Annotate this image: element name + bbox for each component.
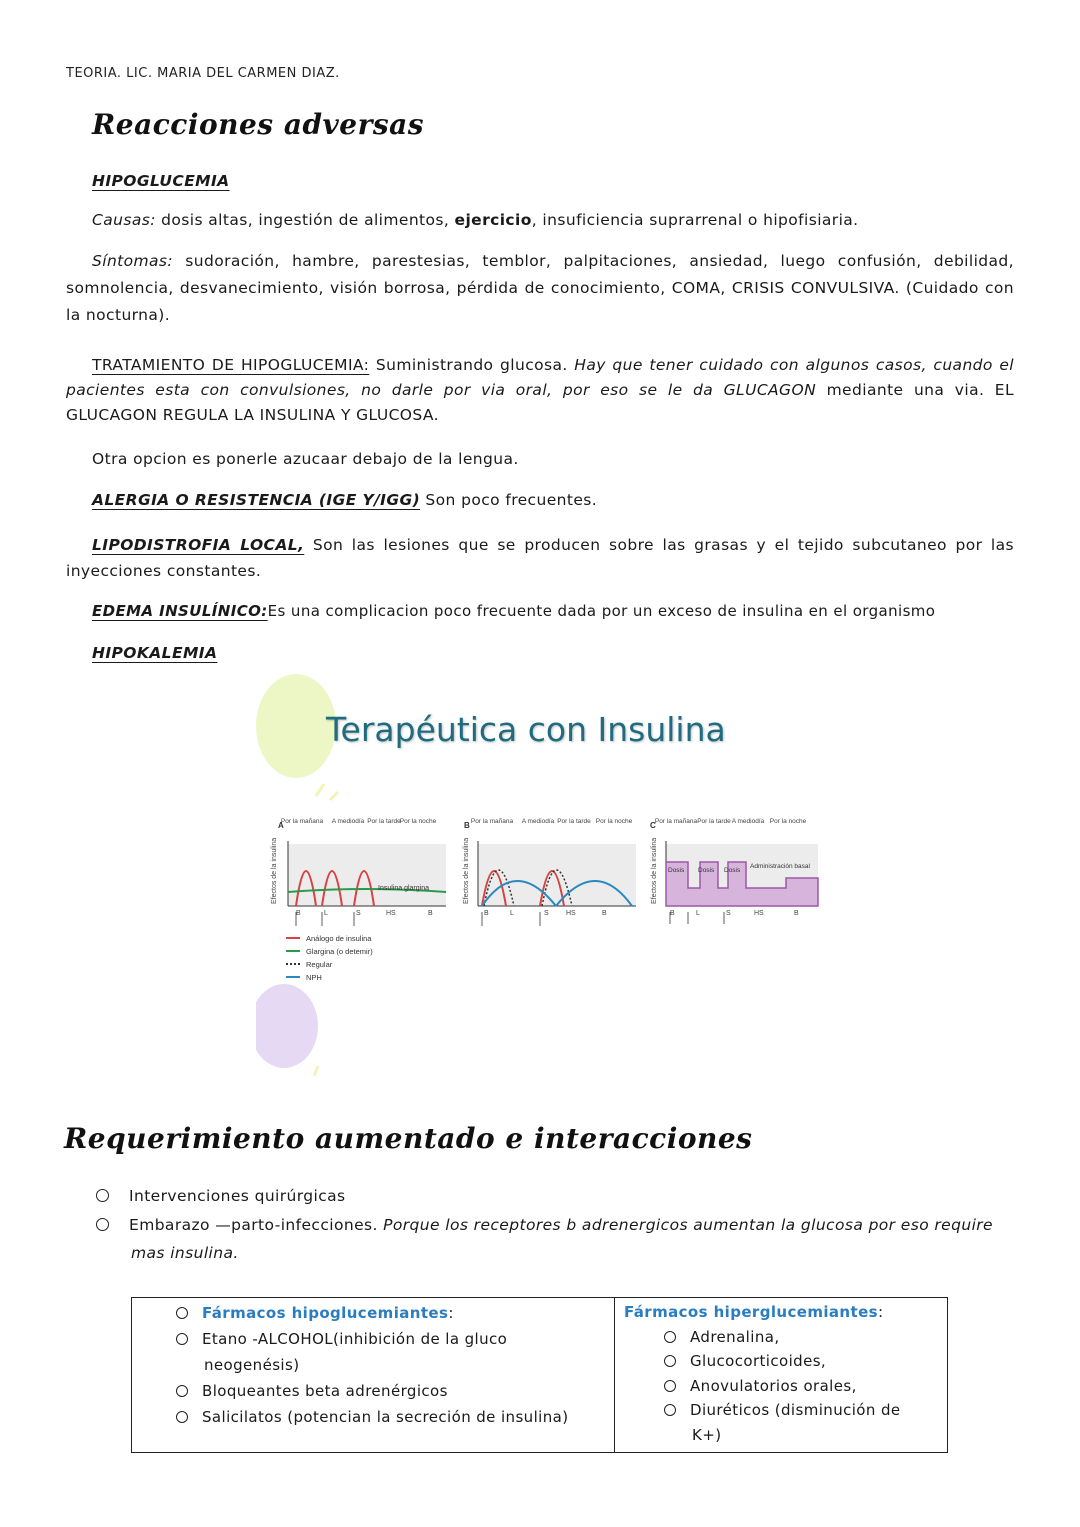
sintomas-label: Síntomas: xyxy=(92,252,174,270)
sintomas-paragraph: Síntomas: sudoración, hambre, parestesias, temblor, palpitaciones, ansiedad, luego confusión, debilidad, somnolencia, desvanecimiento, visión borrosa, pérdida de conocimiento, COMA, CRISIS CONVULSIVA. (Cuidado con la nocturna). xyxy=(66,252,1015,324)
panel-c-dose-label: Dosis xyxy=(698,867,715,874)
panel-a-xtick: B xyxy=(296,910,301,917)
panel-c-time-label: Por la mañana xyxy=(654,818,698,825)
legend-label: Glargina (o detemir) xyxy=(306,947,373,956)
panel-a-xtick: B xyxy=(428,910,433,917)
otra-opcion-line: Otra opcion es ponerle azucaar debajo de la lengua. xyxy=(92,450,519,468)
alergia-line: ALERGIA O RESISTENCIA (IGE Y/IGG) Son poco frecuentes. xyxy=(92,491,598,509)
table-left-item: Salicilatos (potencian la secreción de insulina) xyxy=(176,1404,596,1430)
table-right-item: Adrenalina, xyxy=(624,1325,934,1350)
bullet-circle-icon xyxy=(96,1189,109,1202)
table-left-item: Etano -ALCOHOL(inhibición de la gluco neogenésis) xyxy=(176,1326,596,1378)
table-left-header: Fármacos hipoglucemiantes: xyxy=(176,1300,596,1326)
table-left-item: Bloqueantes beta adrenérgicos xyxy=(176,1378,596,1404)
panel-a-time-label: Por la tarde xyxy=(367,818,401,825)
balloon-decoration-icon xyxy=(256,984,318,1068)
lipodistrofia-paragraph: LIPODISTROFIA LOCAL, Son las lesiones que se producen sobre las grasas y el tejido subcutaneo por las inyecciones constantes. xyxy=(66,536,1015,580)
lipodistrofia-label: LIPODISTROFIA LOCAL, xyxy=(92,536,305,554)
table-right-column xyxy=(624,1300,934,1447)
panel-c-time-label: Por la tarde xyxy=(697,818,731,825)
bullet-intervenciones: Intervenciones quirúrgicas xyxy=(96,1182,346,1210)
bullet-circle-icon xyxy=(176,1307,188,1319)
panel-c-time-label: A mediodía xyxy=(731,818,765,825)
legend-label: Regular xyxy=(306,960,333,969)
edema-label: EDEMA INSULÍNICO: xyxy=(92,602,268,620)
bullet-circle-icon xyxy=(176,1333,188,1345)
panel-b-xtick: HS xyxy=(566,910,576,917)
legend-label: Análogo de insulina xyxy=(306,934,372,943)
panel-a-xtick: L xyxy=(324,910,328,917)
panel-b-time-label: Por la tarde xyxy=(557,818,591,825)
bullet-circle-icon xyxy=(664,1355,676,1367)
panel-b-xtick: L xyxy=(510,910,514,917)
tratamiento-label: TRATAMIENTO DE HIPOGLUCEMIA: xyxy=(92,356,370,374)
panel-a-xtick: S xyxy=(356,910,361,917)
panel-c-letter: C xyxy=(650,821,656,830)
bullet-circle-icon xyxy=(176,1385,188,1397)
heading-hipoglucemia: HIPOGLUCEMIA xyxy=(92,172,230,190)
panel-a-ylabel: Efectos de la insulina xyxy=(271,837,278,904)
alergia-label: ALERGIA O RESISTENCIA (IGE Y/IGG) xyxy=(92,491,421,509)
bullet-circle-icon xyxy=(176,1411,188,1423)
bullet-embarazo: Embarazo —parto-infecciones. Porque los receptores b adrenergicos aumentan la glucosa por eso require mas insulina. xyxy=(96,1211,1008,1267)
panel-c-dose-label: Dosis xyxy=(724,867,741,874)
interacciones-table xyxy=(131,1297,948,1453)
causas-label: Causas: xyxy=(92,211,156,229)
section-title-requerimiento: Requerimiento aumentado e interacciones xyxy=(64,1122,753,1155)
panel-c-dose-label: Dosis xyxy=(668,867,685,874)
balloon-decoration-icon xyxy=(256,674,336,778)
bullet-circle-icon xyxy=(664,1404,676,1416)
panel-b-xtick: B xyxy=(602,910,607,917)
panel-c-xtick: B xyxy=(670,910,675,917)
panel-a-letter: A xyxy=(278,821,284,830)
panel-c-xtick: B xyxy=(794,910,799,917)
panel-c-xtick: S xyxy=(726,910,731,917)
panel-a-time-label: Por la mañana xyxy=(280,818,324,825)
heading-hipokalemia: HIPOKALEMIA xyxy=(92,644,218,662)
table-right-header: Fármacos hiperglucemiantes: xyxy=(624,1303,884,1321)
bullet-circle-icon xyxy=(96,1218,109,1231)
panel-c-ylabel: Efectos de la insulina xyxy=(651,837,658,904)
figure-legend xyxy=(286,934,373,982)
panel-b-time-label: Por la mañana xyxy=(470,818,514,825)
table-right-item: Glucocorticoides, xyxy=(624,1349,934,1374)
insulin-therapy-figure xyxy=(256,666,826,1102)
panel-b-time-label: Por la noche xyxy=(595,818,633,825)
legend-label: NPH xyxy=(306,973,322,982)
tratamiento-paragraph: TRATAMIENTO DE HIPOGLUCEMIA: Suministrando glucosa. Hay que tener cuidado con algunos casos, cuando el pacientes esta con convulsiones, no darle por via oral, por eso se le da GLUCAGON mediante una via. EL GLUCAGON REGULA LA INSULINA Y GLUCOSA. xyxy=(66,356,1015,424)
panel-c xyxy=(650,818,818,924)
panel-c-time-label: Por la noche xyxy=(769,818,807,825)
header-note: TEORIA. LIC. MARIA DEL CARMEN DIAZ. xyxy=(66,66,340,81)
panel-a xyxy=(271,818,446,926)
panel-b-letter: B xyxy=(464,821,470,830)
panel-c-xtick: HS xyxy=(754,910,764,917)
panel-b-xtick: B xyxy=(484,910,489,917)
panel-b-xtick: S xyxy=(544,910,549,917)
panel-b-time-label: A mediodía xyxy=(521,818,555,825)
panel-c-basal-label: Administración basal xyxy=(750,863,810,870)
figure-title: Terapéutica con Insulina xyxy=(326,710,726,749)
table-right-item: Anovulatorios orales, xyxy=(624,1374,934,1399)
panel-b xyxy=(463,818,636,926)
panel-a-inline-label: Insulina glargina xyxy=(378,885,429,892)
section-title-reacciones: Reacciones adversas xyxy=(92,108,425,141)
table-right-item: Diuréticos (disminución de K+) xyxy=(624,1398,934,1447)
bullet-circle-icon xyxy=(664,1331,676,1343)
causas-paragraph: Causas: dosis altas, ingestión de alimentos, ejercicio, insuficiencia suprarrenal o hipofisiaria. xyxy=(92,211,859,229)
panel-a-time-label: Por la noche xyxy=(399,818,437,825)
panel-b-ylabel: Efectos de la insulina xyxy=(463,837,470,904)
panel-a-xtick: HS xyxy=(386,910,396,917)
edema-line: EDEMA INSULÍNICO:Es una complicacion poco frecuente dada por un exceso de insulina en el organismo xyxy=(92,602,936,620)
table-left-column xyxy=(176,1300,596,1430)
panel-c-xtick: L xyxy=(696,910,700,917)
bullet-circle-icon xyxy=(664,1380,676,1392)
panel-a-time-label: A mediodía xyxy=(331,818,365,825)
